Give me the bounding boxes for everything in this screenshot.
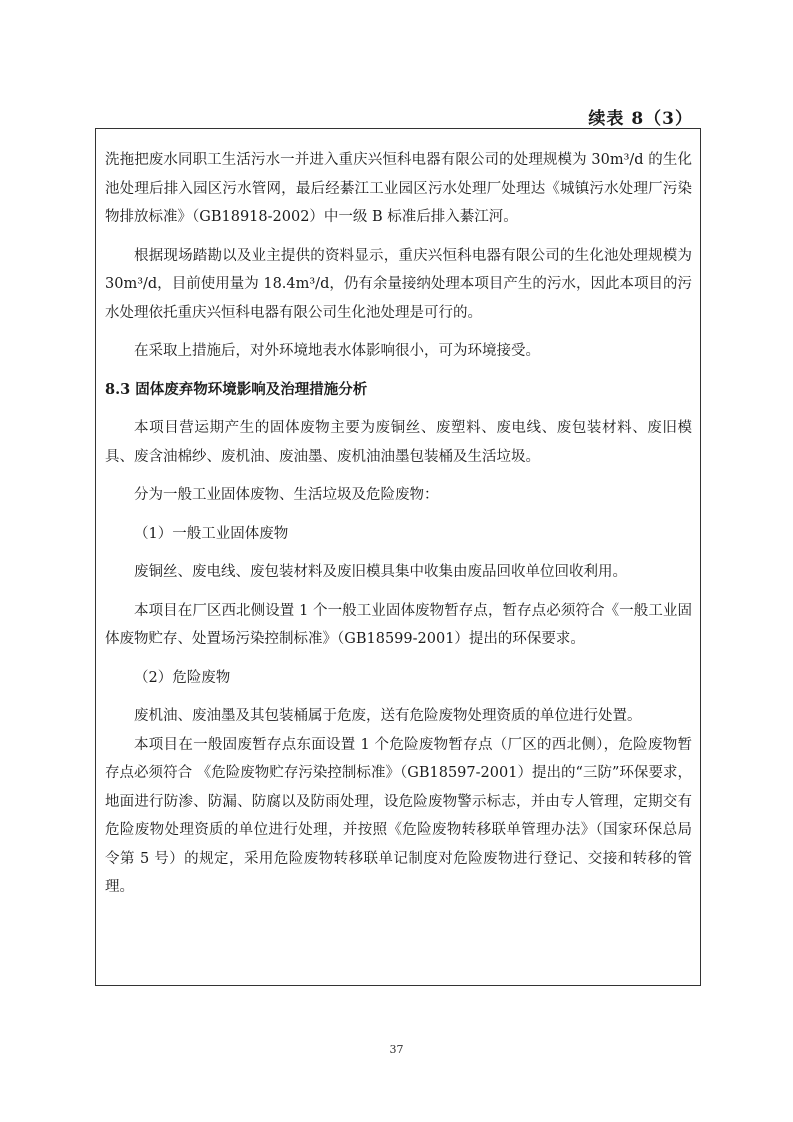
page-number: 37 [389,1043,404,1056]
content-box [95,128,701,986]
paragraph-recycling: 废铜丝、废电线、废包装材料及废旧模具集中收集由废品回收单位回收利用。 [134,564,627,580]
paragraph-hazardous-waste-storage: 本项目在一般固废暂存点东面设置 1 个危险废物暂存点（厂区的西北侧），危险废物暂存点必须符合 《危险废物贮存污染控制标准》（GB18597-2001）提出的“三防”环保要求，地面进行防渗、防漏、防腐以及防雨处理，设危险废物警示标志，并由专人管理，定期交有危险废物处理资质的单位进行处理，并按照《危险废物转移联单管理办法》（国家环保总局令第 5 号）的规定，采用危险废物转移联单记制度对危险废物进行登记、交接和转移的管理。 [105,736,692,895]
paragraph-biochemical-pool-feasibility: 根据现场踏勘以及业主提供的资料显示，重庆兴恒科电器有限公司的生化池处理规模为 30m³/d，目前使用量为 18.4m³/d，仍有余量接纳处理本项目产生的污水，因此本项目的污水处理依托重庆兴恒科电器有限公司生化池处理是可行的。 [105,247,692,321]
paragraph-wastewater-treatment: 洗拖把废水同职工生活污水一并进入重庆兴恒科电器有限公司的处理规模为 30m³/d 的生化池处理后排入园区污水管网，最后经綦江工业园区污水处理厂处理达《城镇污水处理厂污染物排放标准》（GB18918-2002）中一级 B 标准后排入綦江河。 [105,152,692,225]
section-heading-solid-waste: 8.3 固体废弃物环境影响及治理措施分析 [105,380,368,398]
paragraph-surface-water-impact: 在采取上措施后，对外环境地表水体影响很小，可为环境接受。 [134,343,540,359]
subheading-hazardous-waste: （2）危险废物 [134,669,231,686]
table-title: 续表 8（3） [588,109,693,129]
paragraph-hazardous-waste-disposal: 废机油、废油墨及其包装桶属于危废，送有危险废物处理资质的单位进行处置。 [134,708,642,724]
paragraph-solid-waste-types: 本项目营运期产生的固体废物主要为废铜丝、废塑料、废电线、废包装材料、废旧模具、废含油棉纱、废机油、废油墨、废机油油墨包装桶及生活垃圾。 [105,420,692,465]
paragraph-waste-classification: 分为一般工业固体废物、生活垃圾及危险废物： [134,487,439,503]
subheading-general-industrial-waste: （1）一般工业固体废物 [134,525,289,542]
paragraph-general-waste-storage: 本项目在厂区西北侧设置 1 个一般工业固体废物暂存点，暂存点必须符合《一般工业固体废物贮存、处置场污染控制标准》（GB18599-2001）提出的环保要求。 [105,602,692,647]
